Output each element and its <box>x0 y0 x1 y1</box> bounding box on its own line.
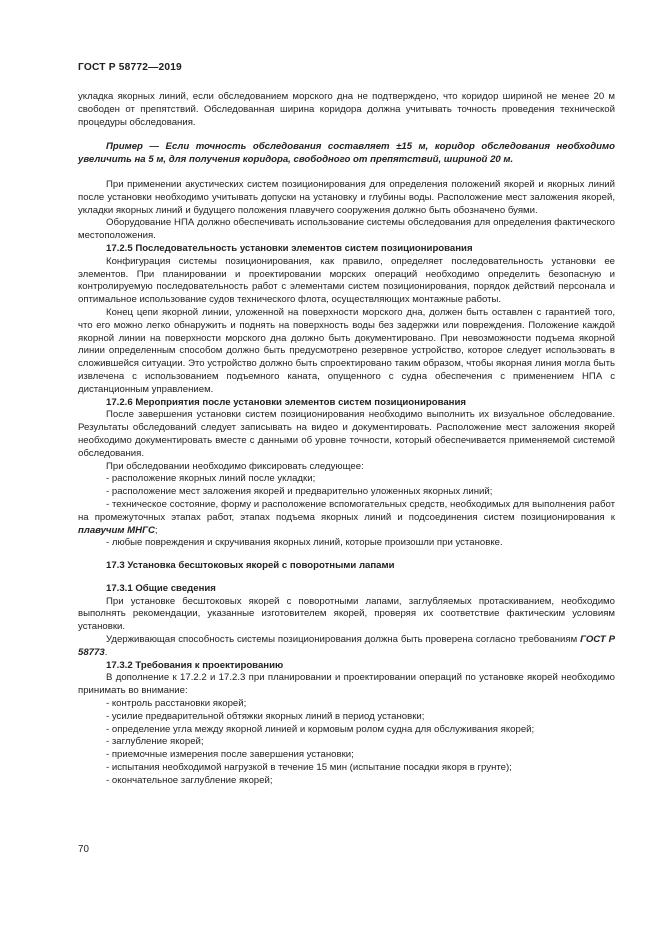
list-item: - расположение мест заложения якорей и предварительно уложенных якорных линий; <box>106 486 493 498</box>
list-item: - любые повреждения и скручивания якорных линий, которые произошли при установке. <box>106 537 503 549</box>
list-item-punct: ; <box>154 524 158 536</box>
list-item: - определение угла между якорной линией и кормовым ролом судна для обслуживания якорей; <box>106 723 535 735</box>
section-heading-17-2-6: 17.2.6 Мероприятия после установки элементов систем позиционирования <box>106 396 466 408</box>
section-heading-17-3: 17.3 Установка бесштоковых якорей с поворотными лапами <box>106 560 395 572</box>
paragraph: В дополнение к 17.2.2 и 17.2.3 при планировании и проектировании операций по установке якорей необходимо принимать во внимание: <box>78 672 615 697</box>
paragraph: При обследовании необходимо фиксировать следующее: <box>106 460 364 472</box>
paragraph: При установке бесштоковых якорей с поворотными лапами, заглубляемых протаскиванием, необходимо выполнять рекомендации, указанные изготовителем якорей, проверяя их соответствие фактическим условиям установки. <box>78 595 615 633</box>
list-item: - испытания необходимой нагрузкой в течение 15 мин (испытание посадки якоря в грунте); <box>106 762 512 774</box>
list-item <box>78 499 615 537</box>
section-heading-17-3-1: 17.3.1 Общие сведения <box>106 582 216 594</box>
paragraph: При применении акустических систем позиционирования для определения положений якорей и якорных линий после установки необходимо учитывать допуски на установку и глубины воды. Расположение мест заложения якорей, укладки якорных линий и будущего положения плавучего сооружения должно быть обозначено буями. <box>78 178 615 216</box>
list-item: - контроль расстановки якорей; <box>106 698 247 710</box>
paragraph: Оборудование НПА должно обеспечивать использование системы обследования для определения фактического местоположения. <box>78 217 615 242</box>
document-header: ГОСТ Р 58772—2019 <box>78 62 182 73</box>
example-note: Пример — Если точность обследования составляет ±15 м, коридор обследования необходимо увеличить на 5 м, для получения коридора, свободного от препятствий, шириной 20 м. <box>78 141 615 166</box>
list-item: - приемочные измерения после завершения установки; <box>106 749 354 761</box>
standard-reference: ГОСТ Р 58773 <box>78 634 615 658</box>
list-item: - расположение якорных линий после укладки; <box>106 473 316 485</box>
paragraph-text: Удерживающая способность системы позиционирования должна быть проверена согласно требованиям <box>106 634 581 646</box>
paragraph: Конфигурация системы позиционирования, как правило, определяет последовательность установки ее элементов. При планировании и проектировании морских операций необходимо определить безопасную и контролируемую последовательность работ с элементами систем позиционирования, порядок действий персонала и оптимальное использование судов технического флота, осуществляющих монтажные работы. <box>78 255 615 306</box>
paragraph: После завершения установки систем позиционирования необходимо выполнить их визуальное обследование. Результаты обследований следует записывать на видео и документировать. Расположение мест заложения якорей необходимо документировать вместе с данными об уровне точности, который обеспечивается применяемой системой обследования. <box>78 409 615 459</box>
term-emphasis: плавучим МНГС <box>78 524 155 536</box>
list-item: - окончательное заглубление якорей; <box>106 774 273 786</box>
list-item: - усилие предварительной обтяжки якорных линий в период установки; <box>106 710 425 722</box>
document-body <box>78 91 615 788</box>
paragraph-punct: . <box>104 646 108 658</box>
paragraph <box>78 634 615 660</box>
list-item-text: - техническое состояние, форму и расположение вспомогательных средств, необходимых для выполнения работ на промежуточных этапах работ, этапах подъема якорных линий и подсоединения систем позиционирования к <box>78 498 615 523</box>
list-item: - заглубление якорей; <box>106 736 204 748</box>
section-heading-17-3-2: 17.3.2 Требования к проектированию <box>106 659 284 671</box>
page-number: 70 <box>78 844 89 855</box>
paragraph: Конец цепи якорной линии, уложенной на поверхности морского дна, должен быть оставлен с гарантией того, что его можно легко обнаружить и поднять на поверхность воды без задержки или повреждения. Положение каждой якорной линии на поверхности морского дна должно быть документировано. При невозможности подъема якорной линии определенным способом должно быть предусмотрено резервное устройство, которое следует использовать в сложившейся ситуации. Это устройство должно быть спроектировано таким образом, чтобы якорная линия могла быть извлечена с использованием подъемного каната, опущенного с судна обеспечения с применением НПА с дистанционным управлением. <box>78 306 615 395</box>
paragraph: укладка якорных линий, если обследованием морского дна не подтверждено, что коридор шириной не менее 20 м свободен от препятствий. Обследованная ширина коридора должна учитывать точность проведения технической процедуры обследования. <box>78 91 615 128</box>
section-heading-17-2-5: 17.2.5 Последовательность установки элементов систем позиционирования <box>106 242 473 254</box>
